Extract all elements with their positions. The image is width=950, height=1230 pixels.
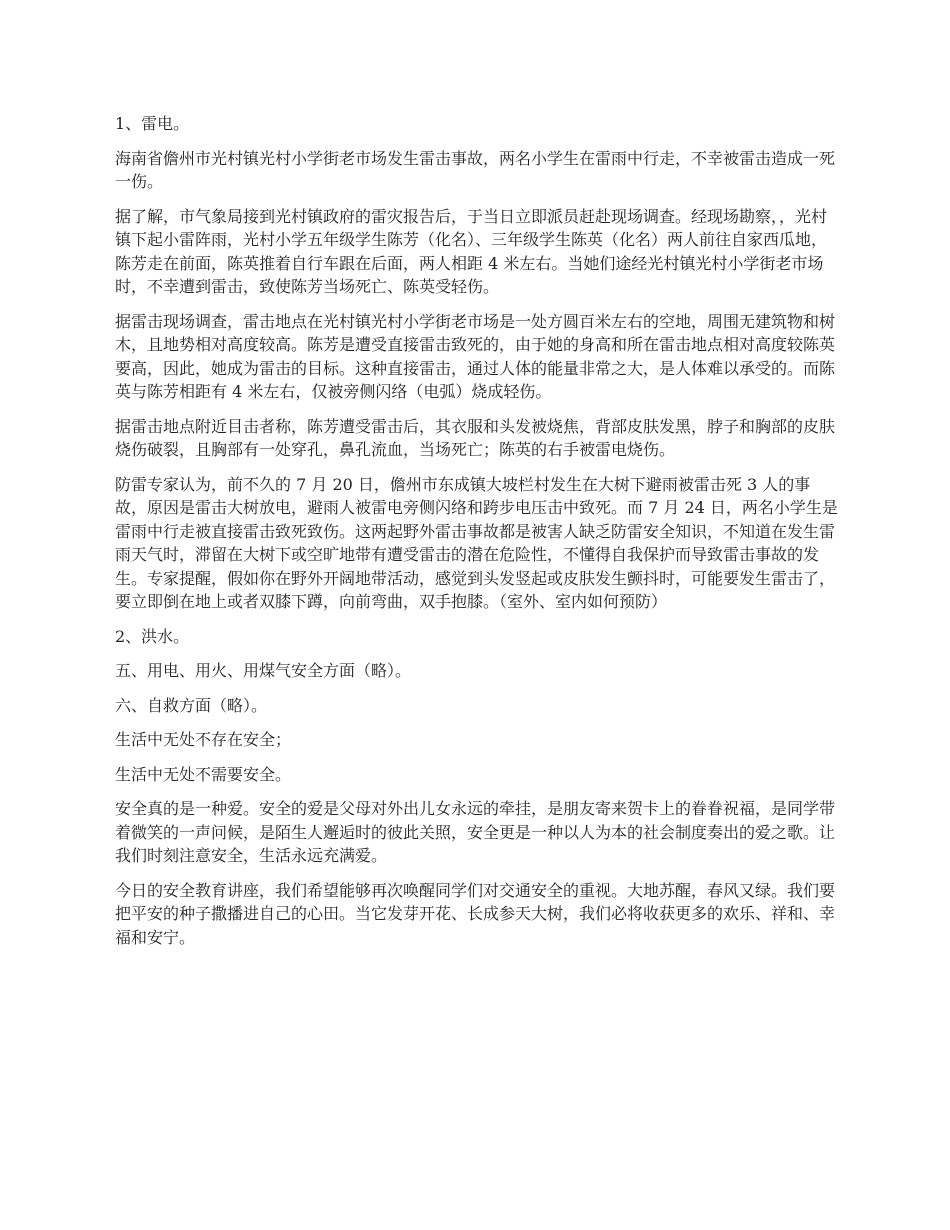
paragraph: 据雷击地点附近目击者称，陈芳遭受雷击后，其衣服和头发被烧焦，背部皮肤发黑，脖子和胸部的皮肤烧伤破裂，且胸部有一处穿孔，鼻孔流血，当场死亡；陈英的右手被雷电烧伤。 bbox=[115, 416, 836, 459]
paragraph: 防雷专家认为，前不久的 7 月 20 日，儋州市东成镇大坡栏村发生在大树下避雨被雷击死 3 人的事故，原因是雷击大树放电，避雨人被雷电旁侧闪络和跨步电压击中致死。而 7 月 24 日，两名小学生是雷雨中行走被直接雷击致死致伤。这两起野外雷击事故都是被害人缺乏防雷安全知识，不知道在发生雷雨天气时，滞留在大树下或空旷地带有遭受雷击的潜在危险性，不懂得自我保护而导致雷击事故的发生。专家提醒，假如你在野外开阔地带活动，感觉到头发竖起或皮肤发生颤抖时，可能要发生雷击了，要立即倒在地上或者双膝下蹲，向前弯曲，双手抱膝。（室外、室内如何预防） bbox=[115, 474, 838, 611]
paragraph: 生活中无处不存在安全； bbox=[115, 730, 292, 749]
section-heading-self-rescue: 六、自救方面（略）。 bbox=[115, 695, 268, 715]
paragraph: 海南省儋州市光村镇光村小学街老市场发生雷击事故，两名小学生在雷雨中行走，不幸被雷击造成一死一伤。 bbox=[115, 148, 836, 191]
document-body bbox=[115, 112, 842, 960]
section-heading-electricity-fire-gas: 五、用电、用火、用煤气安全方面（略）。 bbox=[115, 661, 412, 680]
section-heading-flood: 2、洪水。 bbox=[115, 626, 190, 646]
section-heading-lightning: 1、雷电。 bbox=[115, 114, 190, 133]
paragraph: 据了解，市气象局接到光村镇政府的雷灾报告后，于当日立即派员赶赴现场调查。经现场勘察，，光村镇下起小雷阵雨，光村小学五年级学生陈芳（化名）、三年级学生陈英（化名）两人前往自家西瓜地，陈芳走在前面，陈英推着自行车跟在后面，两人相距 4 米左右。当她们途经光村镇光村小学街老市场时，不幸遭到雷击，致使陈芳当场死亡、陈英受轻伤。 bbox=[115, 206, 828, 296]
paragraph: 今日的安全教育讲座，我们希望能够再次唤醒同学们对交通安全的重视。大地苏醒，春风又绿。我们要把平安的种子撒播进自己的心田。当它发芽开花、长成参天大树，我们必将收获更多的欢乐、祥和、幸福和安宁。 bbox=[115, 880, 836, 947]
paragraph: 据雷击现场调查，雷击地点在光村镇光村小学街老市场是一处方圆百米左右的空地，周围无建筑物和树木，且地势相对高度较高。陈芳是遭受直接雷击致死的，由于她的身高和所在雷击地点相对高度较陈英要高，因此，她成为雷击的目标。这种直接雷击，通过人体的能量非常之大，是人体难以承受的。而陈英与陈芳相距有 4 米左右，仅被旁侧闪络（电弧）烧成轻伤。 bbox=[115, 311, 836, 401]
paragraph: 生活中无处不需要安全。 bbox=[115, 764, 292, 784]
paragraph: 安全真的是一种爱。安全的爱是父母对外出儿女永远的牵挂，是朋友寄来贺卡上的眷眷祝福，是同学带着微笑的一声问候，是陌生人邂逅时的彼此关照，安全更是一种以人为本的社会制度奏出的爱之歌。让我们时刻注意安全，生活永远充满爱。 bbox=[115, 799, 836, 865]
